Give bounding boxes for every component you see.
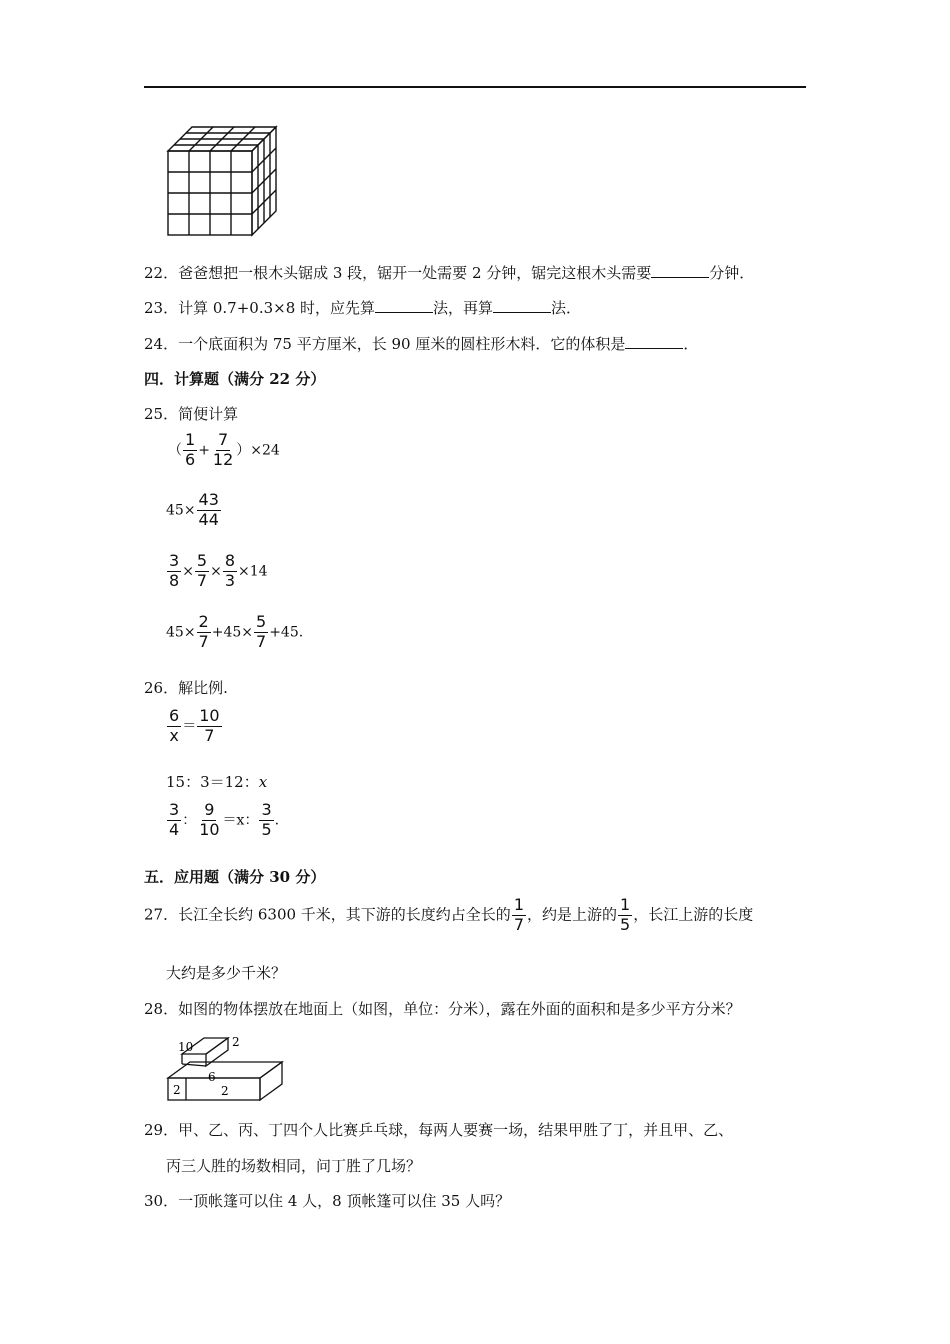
question-text: 简便计算 — [178, 405, 239, 423]
figure-label: 10 — [178, 1040, 194, 1054]
fraction: $\frac{2}{7}$ — [198, 612, 209, 651]
paren-open: （ — [168, 442, 182, 459]
question-number: 23． — [144, 299, 179, 317]
expression-suffix: ×14 — [238, 563, 268, 580]
operator: × — [182, 563, 194, 580]
fraction: $\frac{5}{7}$ — [196, 551, 208, 590]
question-number: 25． — [144, 405, 179, 423]
expression-prefix: 45× — [166, 502, 196, 519]
fraction: $\frac{3}{4}$ — [169, 800, 180, 839]
fraction: $\frac{43}{44}$ — [198, 490, 219, 529]
fraction: $\frac{9}{10}$ — [199, 800, 220, 839]
fraction: $\frac{10}{7}$ — [199, 706, 220, 745]
question-text: 解比例. — [178, 679, 228, 697]
period: . — [274, 812, 280, 829]
fraction: $\frac{6}{x}$ — [169, 706, 180, 745]
figure-label: 2 — [221, 1084, 229, 1098]
question-29 — [144, 1119, 733, 1140]
figure-label: 2 — [173, 1083, 181, 1097]
answer-blank[interactable] — [651, 263, 709, 278]
question-text: 一顶帐篷可以住 4 人，8 顶帐篷可以住 35 人吗？ — [178, 1192, 511, 1210]
question-text: 计算 0.7+0.3×8 时，应先算 — [178, 299, 376, 317]
question-text-end: ，长江上游的长度 — [633, 905, 754, 924]
expression-25-2 — [166, 492, 222, 529]
question-number: 30． — [144, 1192, 179, 1210]
expression-25-1 — [168, 432, 280, 469]
question-number: 27． — [144, 905, 179, 924]
fraction: $\frac{1}{6}$ — [185, 430, 196, 469]
equation-middle: ＝x： — [222, 812, 259, 829]
section-title-4: 四．计算题（满分 22 分） — [144, 370, 326, 388]
paren-close: ）×24 — [236, 442, 280, 459]
question-29-line2: 丙三人胜的场数相同，问丁胜了几场？ — [166, 1157, 422, 1175]
step-block-figure — [164, 1032, 286, 1102]
fraction: $\frac{1}{5}$ — [620, 895, 631, 934]
equation-26-1 — [166, 708, 223, 745]
expression-middle: +45× — [211, 624, 254, 641]
question-22 — [144, 262, 754, 283]
question-text-end: 法． — [551, 299, 582, 317]
question-24 — [144, 333, 698, 354]
expression-25-4 — [166, 614, 303, 651]
answer-blank[interactable] — [625, 334, 683, 349]
question-text-mid: 法，再算 — [433, 299, 494, 317]
ratio-sign: ： — [182, 812, 197, 829]
question-text: 长江全长约 6300 千米，其下游的长度约占全长的 — [178, 905, 511, 924]
question-number: 28． — [144, 1000, 179, 1018]
operator: + — [198, 442, 210, 459]
question-27 — [144, 897, 753, 934]
fraction: $\frac{8}{3}$ — [224, 551, 236, 590]
fraction: $\frac{3}{8}$ — [169, 551, 180, 590]
question-30 — [144, 1190, 510, 1211]
question-number: 26． — [144, 679, 179, 697]
fraction: $\frac{1}{7}$ — [513, 895, 524, 934]
figure-label: 6 — [208, 1070, 216, 1084]
expression-suffix: +45. — [269, 624, 304, 641]
operator: × — [210, 563, 222, 580]
header-rule — [144, 86, 806, 88]
expression-prefix: 45× — [166, 624, 196, 641]
answer-blank-2[interactable] — [493, 298, 551, 313]
question-text: 爸爸想把一根木头锯成 3 段，锯开一处需要 2 分钟，锯完这根木头需要 — [178, 264, 652, 282]
question-text: 甲、乙、丙、丁四个人比赛乒乓球，每两人要赛一场，结果甲胜了丁，并且甲、乙、 — [178, 1121, 734, 1139]
question-28 — [144, 998, 741, 1019]
question-text: 一个底面积为 75 平方厘米，长 90 厘米的圆柱形木料．它的体积是 — [178, 335, 626, 353]
question-text-mid: ，约是上游的 — [527, 905, 618, 924]
equation-text: 15：3＝12： — [166, 773, 259, 791]
equals-sign: ＝ — [182, 718, 197, 735]
fraction: $\frac{5}{7}$ — [256, 612, 267, 651]
equation-26-2 — [166, 771, 267, 792]
question-number: 22． — [144, 264, 179, 282]
figure-label: 2 — [232, 1035, 240, 1049]
question-27-line2: 大约是多少千米？ — [166, 964, 287, 982]
cube-figure — [166, 124, 280, 238]
variable-x: x — [258, 773, 268, 791]
question-number: 24． — [144, 335, 179, 353]
fraction: $\frac{3}{5}$ — [261, 800, 272, 839]
question-text-end: ． — [683, 335, 699, 353]
question-text-end: 分钟． — [709, 264, 755, 282]
expression-25-3 — [166, 553, 268, 590]
section-title-5: 五．应用题（满分 30 分） — [144, 868, 326, 886]
question-23 — [144, 297, 581, 318]
answer-blank-1[interactable] — [375, 298, 433, 313]
question-number: 29． — [144, 1121, 179, 1139]
question-26 — [144, 677, 228, 698]
question-text: 如图的物体摆放在地面上（如图，单位：分米），露在外面的面积和是多少平方分米？ — [178, 1000, 741, 1018]
question-25 — [144, 403, 238, 424]
fraction: $\frac{7}{12}$ — [212, 430, 234, 469]
equation-26-3 — [166, 802, 279, 839]
